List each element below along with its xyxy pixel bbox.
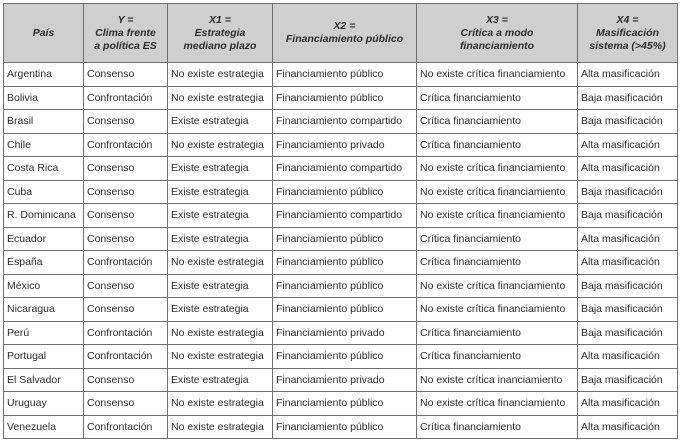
cell-critica: Crítica financiamiento xyxy=(417,251,578,275)
cell-masificacion: Baja masificación xyxy=(578,180,678,204)
cell-masificacion: Alta masificación xyxy=(578,345,678,369)
cell-clima: Consenso xyxy=(84,274,168,298)
cell-estrategia: No existe estrategia xyxy=(168,251,273,275)
table-row xyxy=(4,180,678,204)
cell-financiamiento: Financiamiento público xyxy=(273,298,417,322)
cell-pais: Brasil xyxy=(4,110,84,134)
cell-masificacion: Baja masificación xyxy=(578,368,678,392)
cell-pais: Bolivia xyxy=(4,86,84,110)
cell-pais: Venezuela xyxy=(4,415,84,439)
header-pais: País xyxy=(4,4,84,63)
cell-masificacion: Alta masificación xyxy=(578,63,678,87)
cell-estrategia: Existe estrategia xyxy=(168,180,273,204)
cell-masificacion: Alta masificación xyxy=(578,157,678,181)
cell-masificacion: Baja masificación xyxy=(578,204,678,228)
table-row xyxy=(4,392,678,416)
cell-masificacion: Baja masificación xyxy=(578,110,678,134)
table-row xyxy=(4,321,678,345)
cell-financiamiento: Financiamiento público xyxy=(273,180,417,204)
cell-masificacion: Alta masificación xyxy=(578,415,678,439)
cell-masificacion: Baja masificación xyxy=(578,298,678,322)
cell-critica: Crítica financiamiento xyxy=(417,321,578,345)
cell-financiamiento: Financiamiento privado xyxy=(273,368,417,392)
header-x2-financiamiento: X2 = Financiamiento público xyxy=(273,4,417,63)
cell-clima: Consenso xyxy=(84,392,168,416)
cell-estrategia: No existe estrategia xyxy=(168,345,273,369)
cell-financiamiento: Financiamiento compartido xyxy=(273,204,417,228)
cell-critica: No existe crítica financiamiento xyxy=(417,274,578,298)
cell-estrategia: Existe estrategia xyxy=(168,110,273,134)
cell-clima: Confrontación xyxy=(84,86,168,110)
cell-estrategia: No existe estrategia xyxy=(168,133,273,157)
cell-clima: Confrontación xyxy=(84,321,168,345)
cell-critica: No existe crítica financiamiento xyxy=(417,298,578,322)
table-body xyxy=(4,63,678,439)
cell-clima: Consenso xyxy=(84,227,168,251)
cell-estrategia: Existe estrategia xyxy=(168,204,273,228)
cell-financiamiento: Financiamiento compartido xyxy=(273,157,417,181)
table-row xyxy=(4,415,678,439)
header-y-clima: Y = Clima frente a política ES xyxy=(84,4,168,63)
cell-pais: Costa Rica xyxy=(4,157,84,181)
cell-financiamiento: Financiamiento público xyxy=(273,274,417,298)
cell-estrategia: Existe estrategia xyxy=(168,227,273,251)
cell-estrategia: No existe estrategia xyxy=(168,415,273,439)
cell-clima: Consenso xyxy=(84,63,168,87)
cell-pais: Chile xyxy=(4,133,84,157)
cell-clima: Confrontación xyxy=(84,415,168,439)
cell-masificacion: Alta masificación xyxy=(578,133,678,157)
table-row xyxy=(4,204,678,228)
cell-estrategia: Existe estrategia xyxy=(168,157,273,181)
cell-clima: Confrontación xyxy=(84,345,168,369)
cell-pais: Nicaragua xyxy=(4,298,84,322)
cell-financiamiento: Financiamiento público xyxy=(273,86,417,110)
table-row xyxy=(4,251,678,275)
cell-clima: Confrontación xyxy=(84,133,168,157)
cell-financiamiento: Financiamiento privado xyxy=(273,133,417,157)
data-table xyxy=(3,3,678,439)
cell-critica: Crítica financiamiento xyxy=(417,86,578,110)
cell-clima: Consenso xyxy=(84,298,168,322)
header-x4-masificacion: X4 = Masificación sistema (>45%) xyxy=(578,4,678,63)
cell-estrategia: No existe estrategia xyxy=(168,392,273,416)
cell-pais: Ecuador xyxy=(4,227,84,251)
cell-financiamiento: Financiamiento compartido xyxy=(273,110,417,134)
cell-estrategia: Existe estrategia xyxy=(168,274,273,298)
table-row xyxy=(4,157,678,181)
cell-masificacion: Alta masificación xyxy=(578,251,678,275)
table-row xyxy=(4,110,678,134)
cell-clima: Consenso xyxy=(84,157,168,181)
cell-estrategia: No existe estrategia xyxy=(168,63,273,87)
cell-critica: No existe crítica financiamiento xyxy=(417,63,578,87)
table-row xyxy=(4,274,678,298)
cell-pais: R. Dominicana xyxy=(4,204,84,228)
cell-critica: No existe crítica financiamiento xyxy=(417,157,578,181)
cell-critica: Crítica financiamiento xyxy=(417,227,578,251)
cell-critica: Crítica financiamiento xyxy=(417,133,578,157)
cell-estrategia: Existe estrategia xyxy=(168,368,273,392)
cell-financiamiento: Financiamiento público xyxy=(273,251,417,275)
cell-clima: Consenso xyxy=(84,180,168,204)
cell-clima: Consenso xyxy=(84,204,168,228)
cell-critica: Crítica financiamiento xyxy=(417,110,578,134)
cell-clima: Consenso xyxy=(84,110,168,134)
cell-estrategia: No existe estrategia xyxy=(168,321,273,345)
header-x3-critica: X3 = Crítica a modo financiamiento xyxy=(417,4,578,63)
table-row xyxy=(4,133,678,157)
cell-financiamiento: Financiamiento privado xyxy=(273,321,417,345)
cell-estrategia: No existe estrategia xyxy=(168,86,273,110)
cell-masificacion: Baja masificación xyxy=(578,274,678,298)
cell-critica: Crítica financiamiento xyxy=(417,345,578,369)
cell-pais: Uruguay xyxy=(4,392,84,416)
cell-critica: No existe crítica financiamiento xyxy=(417,204,578,228)
cell-pais: México xyxy=(4,274,84,298)
cell-pais: Perú xyxy=(4,321,84,345)
cell-critica: Crítica financiamiento xyxy=(417,415,578,439)
cell-estrategia: Existe estrategia xyxy=(168,298,273,322)
cell-masificacion: Alta masificación xyxy=(578,392,678,416)
cell-pais: Argentina xyxy=(4,63,84,87)
cell-clima: Consenso xyxy=(84,368,168,392)
cell-financiamiento: Financiamiento público xyxy=(273,392,417,416)
cell-critica: No existe crítica inanciamiento xyxy=(417,368,578,392)
table-row xyxy=(4,227,678,251)
header-row xyxy=(4,4,678,63)
cell-financiamiento: Financiamiento público xyxy=(273,63,417,87)
cell-financiamiento: Financiamiento público xyxy=(273,227,417,251)
cell-masificacion: Baja masificación xyxy=(578,86,678,110)
cell-pais: El Salvador xyxy=(4,368,84,392)
table-row xyxy=(4,63,678,87)
cell-pais: España xyxy=(4,251,84,275)
cell-masificacion: Alta masificación xyxy=(578,227,678,251)
table-row xyxy=(4,298,678,322)
table-row xyxy=(4,345,678,369)
cell-critica: No existe crítica financiamiento xyxy=(417,180,578,204)
cell-critica: No existe crítica financiamiento xyxy=(417,392,578,416)
cell-masificacion: Baja masificación xyxy=(578,321,678,345)
cell-clima: Confrontación xyxy=(84,251,168,275)
cell-pais: Cuba xyxy=(4,180,84,204)
table-row xyxy=(4,86,678,110)
cell-financiamiento: Financiamiento público xyxy=(273,415,417,439)
header-x1-estrategia: X1 = Estrategia mediano plazo xyxy=(168,4,273,63)
table-row xyxy=(4,368,678,392)
cell-pais: Portugal xyxy=(4,345,84,369)
cell-financiamiento: Financiamiento público xyxy=(273,345,417,369)
